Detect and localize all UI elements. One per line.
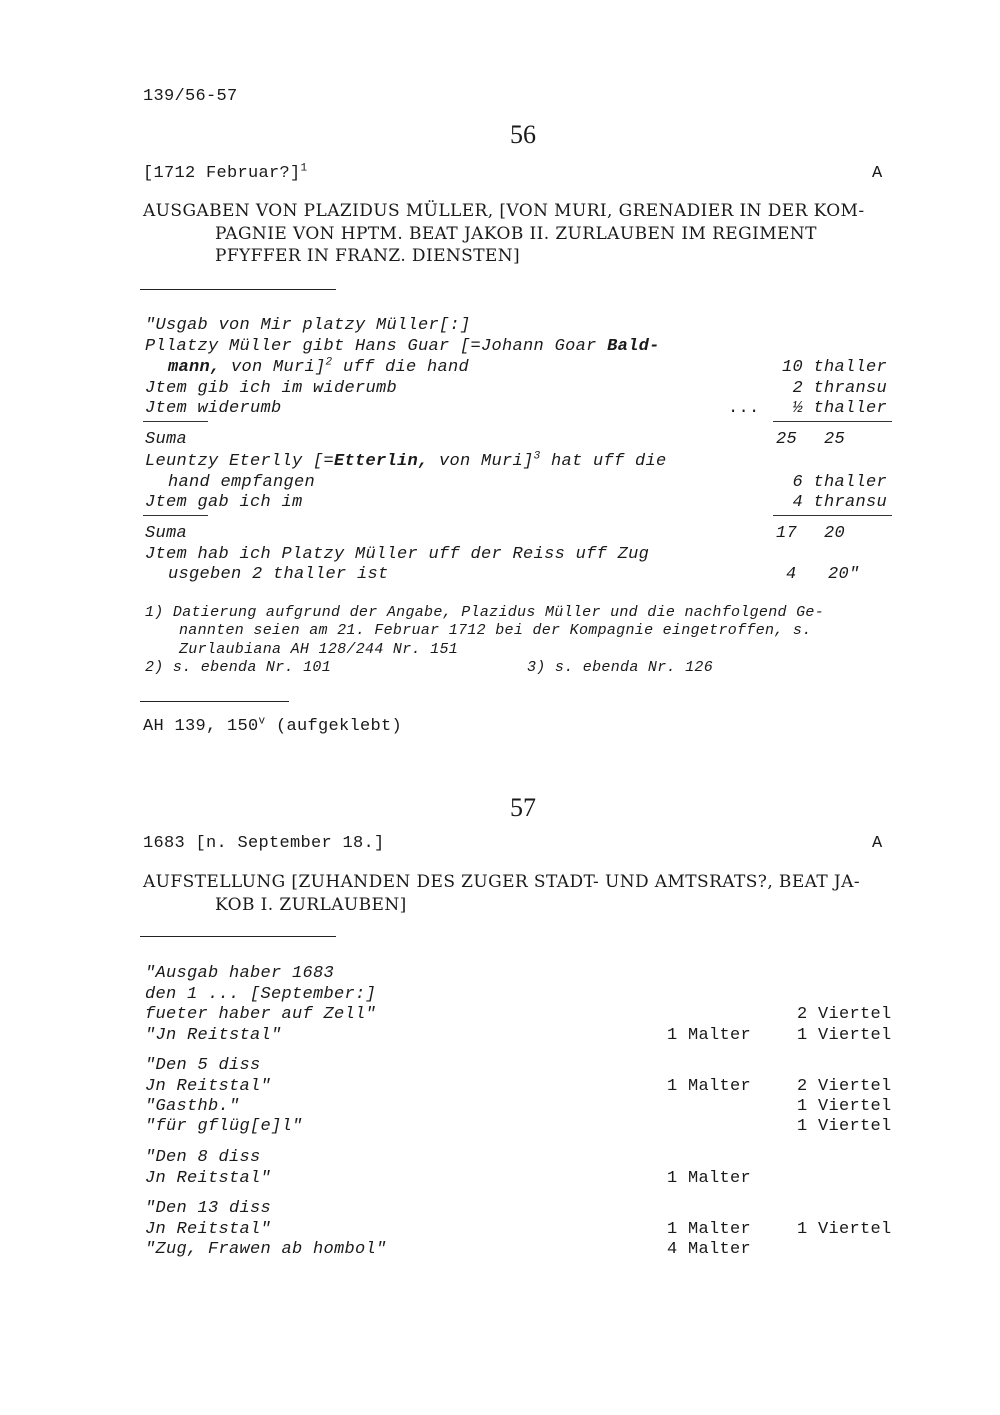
sum-rule-right — [773, 421, 892, 422]
footnote-1-cont: nannten seien am 21. Februar 1712 bei der Kompagnie eingetroffen, s. — [179, 622, 812, 639]
ledger-viertel: 1 Viertel — [797, 1097, 892, 1116]
ledger-entry-text: Jn Reitstal" — [145, 1220, 272, 1239]
ledger-malter: 1 Malter — [667, 1220, 752, 1239]
ledger-entry-text: Jn Reitstal" — [145, 1169, 272, 1188]
transcript-line: Pllatzy Müller gibt Hans Guar [=Johann Goar Bald- — [145, 337, 660, 356]
doc-56-letter: A — [872, 164, 883, 183]
footnote-2: 2) s. ebenda Nr. 101 — [145, 659, 332, 676]
amount: ½ thaller — [792, 399, 887, 418]
ledger-malter: 1 Malter — [667, 1169, 752, 1188]
doc-57-title-line-1: AUFSTELLUNG [ZUHANDEN DES ZUGER STADT- UND AMTSRATS?, BEAT JA- — [143, 872, 860, 892]
amount: 2 thransu — [792, 379, 887, 398]
doc-57-number: 57 — [510, 793, 536, 822]
ledger-entry-text: "Gasthb." — [145, 1097, 240, 1116]
amount: 6 thaller — [792, 473, 887, 492]
transcript-line: Jtem gab ich im — [145, 493, 303, 512]
ledger-viertel: 2 Viertel — [797, 1077, 892, 1096]
ledger-entry-text: fueter haber auf Zell" — [145, 1005, 377, 1024]
ledger-entry-text: den 1 ... [September:] — [145, 985, 377, 1004]
footnote-3: 3) s. ebenda Nr. 126 — [527, 659, 714, 676]
ledger-entry-text: "für gflüg[e]l" — [145, 1117, 303, 1136]
sum-value: 25 — [824, 430, 846, 449]
footnote-1: 1) Datierung aufgrund der Angabe, Plazidus Müller und die nachfolgend Ge- — [145, 604, 825, 621]
doc-56-date: [1712 Februar?]$^1$ — [143, 162, 308, 183]
page-reference: 139/56-57 — [143, 87, 238, 106]
doc-57-date: 1683 [n. September 18.] — [143, 834, 385, 853]
transcript-line: Jtem hab ich Platzy Müller uff der Reiss uff Zug — [145, 545, 650, 564]
footnote-separator-rule — [140, 701, 289, 702]
sum-rule-left — [143, 515, 208, 516]
sum-label: Suma — [145, 524, 188, 543]
doc-56-number: 56 — [510, 120, 536, 149]
transcript-line: Jtem gib ich im widerumb — [145, 379, 398, 398]
transcript-line: "Usgab von Mir platzy Müller[:] — [145, 316, 471, 335]
transcript-line: usgeben 2 thaller ist — [168, 565, 389, 584]
transcript-line: mann, von Muri]$^2$ uff die hand — [168, 356, 469, 377]
source-reference: AH 139, 150$^v$ (aufgeklebt) — [143, 715, 402, 736]
ledger-entry-text: "Den 5 diss — [145, 1056, 261, 1075]
ledger-entry-text: "Den 8 diss — [145, 1148, 261, 1167]
doc-56-title-line-2: PAGNIE VON HPTM. BEAT JAKOB II. ZURLAUBEN IM REGIMENT — [215, 224, 817, 244]
sum-value: 25 — [776, 430, 798, 449]
transcript-line: Jtem widerumb — [145, 399, 282, 418]
ledger-malter: 1 Malter — [667, 1026, 752, 1045]
sum-value: 20 — [824, 524, 846, 543]
ellipsis: ... — [728, 399, 760, 418]
footnote-1-cont: Zurlaubiana AH 128/244 Nr. 151 — [179, 641, 459, 658]
amount: 10 thaller — [781, 358, 887, 377]
title-separator-rule — [140, 289, 336, 290]
ledger-viertel: 2 Viertel — [797, 1005, 892, 1024]
ledger-viertel: 1 Viertel — [797, 1220, 892, 1239]
transcript-line: Leuntzy Eterlly [=Etterlin, von Muri]$^3$ hat uff die — [145, 450, 667, 471]
amount: 4 thransu — [792, 493, 887, 512]
transcript-line: hand empfangen — [168, 473, 316, 492]
ledger-malter: 4 Malter — [667, 1240, 752, 1259]
sum-rule-left — [143, 421, 208, 422]
ledger-entry-text: "Jn Reitstal" — [145, 1026, 282, 1045]
doc-56-title-line-3: PFYFFER IN FRANZ. DIENSTEN] — [215, 246, 521, 266]
ledger-viertel: 1 Viertel — [797, 1026, 892, 1045]
amount: 4 20" — [786, 565, 860, 584]
sum-value: 17 — [776, 524, 798, 543]
ledger-entry-text: "Zug, Frawen ab hombol" — [145, 1240, 387, 1259]
sum-label: Suma — [145, 430, 188, 449]
ledger-entry-text: "Ausgab haber 1683 — [145, 964, 335, 983]
ledger-entry-text: "Den 13 diss — [145, 1199, 272, 1218]
ledger-viertel: 1 Viertel — [797, 1117, 892, 1136]
doc-57-letter: A — [872, 834, 883, 853]
ledger-entry-text: Jn Reitstal" — [145, 1077, 272, 1096]
sum-rule-right — [773, 515, 892, 516]
ledger-malter: 1 Malter — [667, 1077, 752, 1096]
doc-56-title-line-1: AUSGABEN VON PLAZIDUS MÜLLER, [VON MURI, GRENADIER IN DER KOM- — [143, 201, 865, 221]
title-separator-rule — [140, 936, 336, 937]
doc-57-title-line-2: KOB I. ZURLAUBEN] — [215, 895, 407, 915]
